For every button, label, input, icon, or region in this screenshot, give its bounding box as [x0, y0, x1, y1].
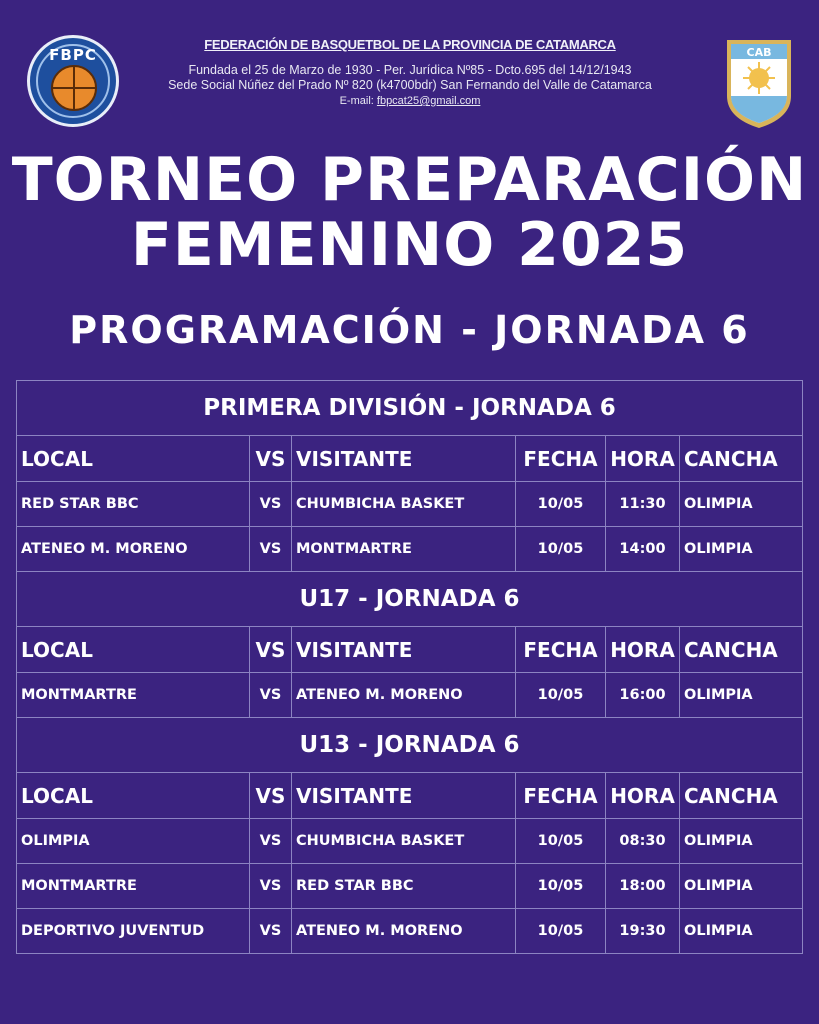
match-fecha: 10/05	[516, 527, 606, 572]
fbpc-acronym: FBPC	[49, 46, 97, 64]
column-header-vs: VS	[250, 627, 292, 673]
column-header-hora: HORA	[606, 436, 680, 482]
match-vs: VS	[250, 864, 292, 909]
match-hora: 18:00	[606, 864, 680, 909]
section-title: U13 - JORNADA 6	[17, 718, 803, 773]
match-visitante: ATENEO M. MORENO	[292, 909, 516, 954]
email-link[interactable]: fbpcat25@gmail.com	[376, 95, 481, 107]
match-row	[17, 673, 803, 718]
match-visitante: RED STAR BBC	[292, 864, 516, 909]
match-local: MONTMARTRE	[17, 673, 250, 718]
match-vs: VS	[250, 482, 292, 527]
match-visitante: MONTMARTRE	[292, 527, 516, 572]
column-header-vs: VS	[250, 773, 292, 819]
section-title: U17 - JORNADA 6	[17, 572, 803, 627]
match-vs: VS	[250, 673, 292, 718]
column-header-visitante: VISITANTE	[292, 773, 516, 819]
match-row	[17, 527, 803, 572]
match-hora: 19:30	[606, 909, 680, 954]
match-vs: VS	[250, 527, 292, 572]
column-header-row	[17, 436, 803, 482]
header	[0, 0, 819, 140]
cab-shield-logo	[725, 38, 793, 130]
column-header-cancha: CANCHA	[680, 773, 803, 819]
match-visitante: ATENEO M. MORENO	[292, 673, 516, 718]
column-header-row	[17, 773, 803, 819]
fbpc-logo	[27, 35, 119, 127]
match-fecha: 10/05	[516, 819, 606, 864]
match-fecha: 10/05	[516, 673, 606, 718]
column-header-local: LOCAL	[17, 436, 250, 482]
match-row	[17, 864, 803, 909]
match-cancha: OLIMPIA	[680, 527, 803, 572]
match-cancha: OLIMPIA	[680, 673, 803, 718]
match-cancha: OLIMPIA	[680, 482, 803, 527]
column-header-local: LOCAL	[17, 627, 250, 673]
match-cancha: OLIMPIA	[680, 909, 803, 954]
match-hora: 08:30	[606, 819, 680, 864]
section-title-row	[17, 572, 803, 627]
match-cancha: OLIMPIA	[680, 864, 803, 909]
match-row	[17, 482, 803, 527]
match-hora: 11:30	[606, 482, 680, 527]
column-header-local: LOCAL	[17, 773, 250, 819]
column-header-fecha: FECHA	[516, 627, 606, 673]
founded-line: Fundada el 25 de Marzo de 1930 - Per. Jurídica Nº85 - Dcto.695 del 14/12/1943	[188, 63, 632, 77]
column-header-hora: HORA	[606, 627, 680, 673]
match-local: ATENEO M. MORENO	[17, 527, 250, 572]
column-header-fecha: FECHA	[516, 773, 606, 819]
match-local: MONTMARTRE	[17, 864, 250, 909]
match-visitante: CHUMBICHA BASKET	[292, 482, 516, 527]
column-header-row	[17, 627, 803, 673]
match-row	[17, 819, 803, 864]
email-line	[140, 95, 680, 107]
schedule-table	[16, 380, 803, 954]
match-fecha: 10/05	[516, 482, 606, 527]
column-header-cancha: CANCHA	[680, 436, 803, 482]
column-header-visitante: VISITANTE	[292, 627, 516, 673]
match-hora: 14:00	[606, 527, 680, 572]
column-header-visitante: VISITANTE	[292, 436, 516, 482]
match-local: DEPORTIVO JUVENTUD	[17, 909, 250, 954]
section-title-row	[17, 381, 803, 436]
match-row	[17, 909, 803, 954]
match-hora: 16:00	[606, 673, 680, 718]
match-fecha: 10/05	[516, 864, 606, 909]
shield-bottom-band	[731, 96, 787, 123]
section-title: PRIMERA DIVISIÓN - JORNADA 6	[17, 381, 803, 436]
column-header-cancha: CANCHA	[680, 627, 803, 673]
match-local: RED STAR BBC	[17, 482, 250, 527]
column-header-hora: HORA	[606, 773, 680, 819]
email-label: E-mail:	[339, 95, 374, 107]
match-visitante: CHUMBICHA BASKET	[292, 819, 516, 864]
match-vs: VS	[250, 819, 292, 864]
cab-acronym: CAB	[746, 46, 772, 59]
basketball-icon	[51, 65, 97, 111]
match-local: OLIMPIA	[17, 819, 250, 864]
federation-name: FEDERACIÓN DE BASQUETBOL DE LA PROVINCIA DE CATAMARCA	[204, 37, 616, 52]
title-line-1: TORNEO PREPARACIÓN	[11, 145, 808, 215]
section-title-row	[17, 718, 803, 773]
column-header-vs: VS	[250, 436, 292, 482]
column-header-fecha: FECHA	[516, 436, 606, 482]
match-vs: VS	[250, 909, 292, 954]
title-line-2: FEMENINO 2025	[130, 210, 689, 280]
subtitle: PROGRAMACIÓN - JORNADA 6	[69, 308, 750, 352]
address-line: Sede Social Núñez del Prado Nº 820 (k4700bdr) San Fernando del Valle de Catamarca	[168, 78, 652, 92]
match-cancha: OLIMPIA	[680, 819, 803, 864]
match-fecha: 10/05	[516, 909, 606, 954]
